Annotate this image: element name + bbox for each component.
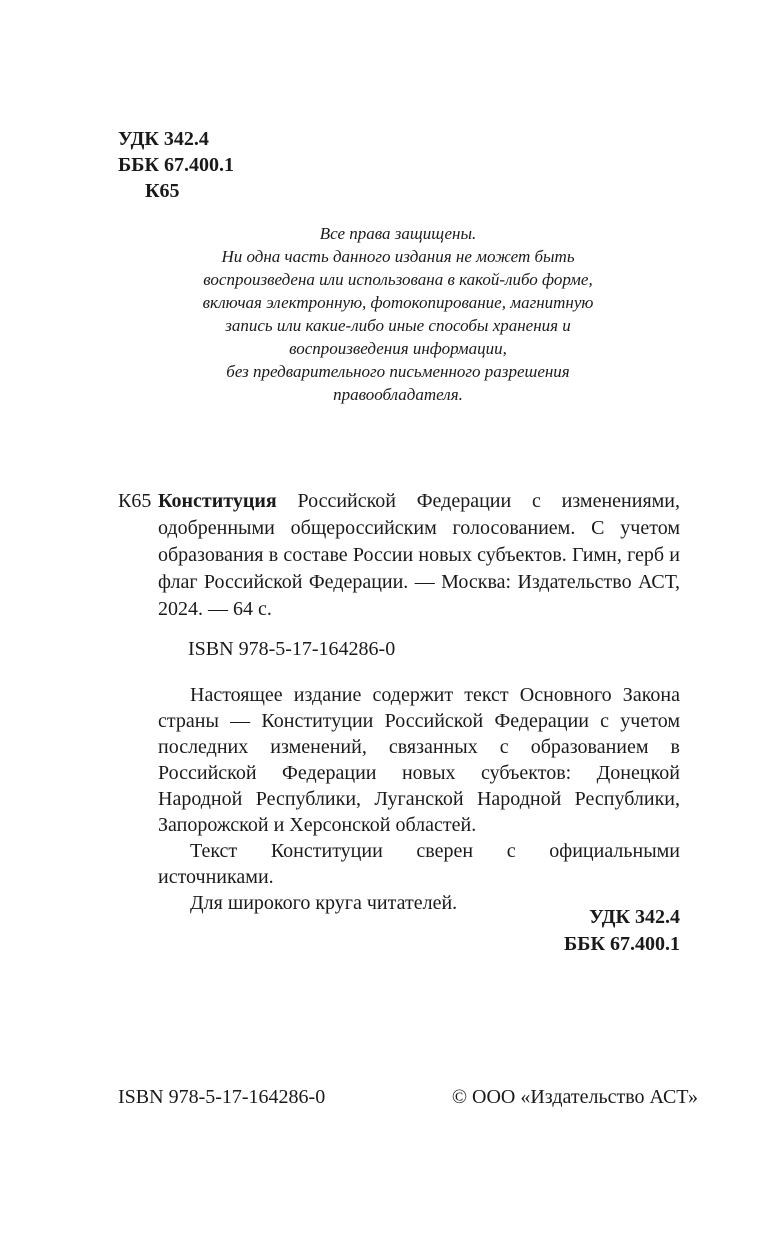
footer-isbn: ISBN 978-5-17-164286-0 — [118, 1086, 326, 1108]
udk-code: УДК 342.4 — [118, 128, 209, 150]
bibliographic-entry — [118, 488, 680, 623]
classification-codes — [118, 126, 234, 204]
author-mark: К65 — [145, 180, 180, 202]
annotation — [158, 682, 680, 916]
bbk-code: ББК 67.400.1 — [118, 154, 234, 176]
rights-line: правообладателя. — [333, 385, 463, 404]
copyright: © ООО «Издательство АСТ» — [451, 1086, 698, 1108]
rights-line: воспроизведена или использована в какой-либо форме, — [203, 270, 593, 289]
bib-text: Российской Федерации с изменениями, одобренными общероссийским голосованием. С учетом образования в составе России новых субъектов. Гимн, герб и флаг Российской Федерации. — Москва: Издательство АСТ, 2024. — 64 с. — [158, 490, 680, 620]
bbk-code: ББК 67.400.1 — [564, 933, 680, 955]
rights-line: запись или какие-либо иные способы хранения и — [225, 316, 571, 335]
bib-author-mark: К65 — [118, 490, 152, 512]
udk-code: УДК 342.4 — [589, 906, 680, 928]
rights-line: включая электронную, фотокопирование, магнитную — [202, 293, 594, 312]
rights-line: воспроизведения информации, — [289, 339, 507, 358]
bib-title: Конституция — [158, 490, 277, 512]
bib-description — [158, 488, 680, 623]
rights-notice — [160, 222, 636, 406]
isbn: ISBN 978-5-17-164286-0 — [188, 638, 396, 660]
annotation-codes — [480, 904, 680, 958]
annotation-paragraph: Текст Конституции сверен с официальными источниками. — [158, 840, 680, 888]
annotation-paragraph: Настоящее издание содержит текст Основного Закона страны — Конституции Российской Федерации с учетом последних изменений, связанных с образованием в Российской Федерации новых субъектов: Донецкой Народной Республики, Луганской Народной Республики, Запорожской и Херсонской областей. — [158, 684, 680, 836]
rights-line: Ни одна часть данного издания не может быть — [221, 247, 575, 266]
annotation-paragraph: Для широкого круга читателей. — [190, 892, 458, 914]
rights-line: Все права защищены. — [319, 224, 477, 243]
rights-line: без предварительного письменного разрешения — [226, 362, 570, 381]
